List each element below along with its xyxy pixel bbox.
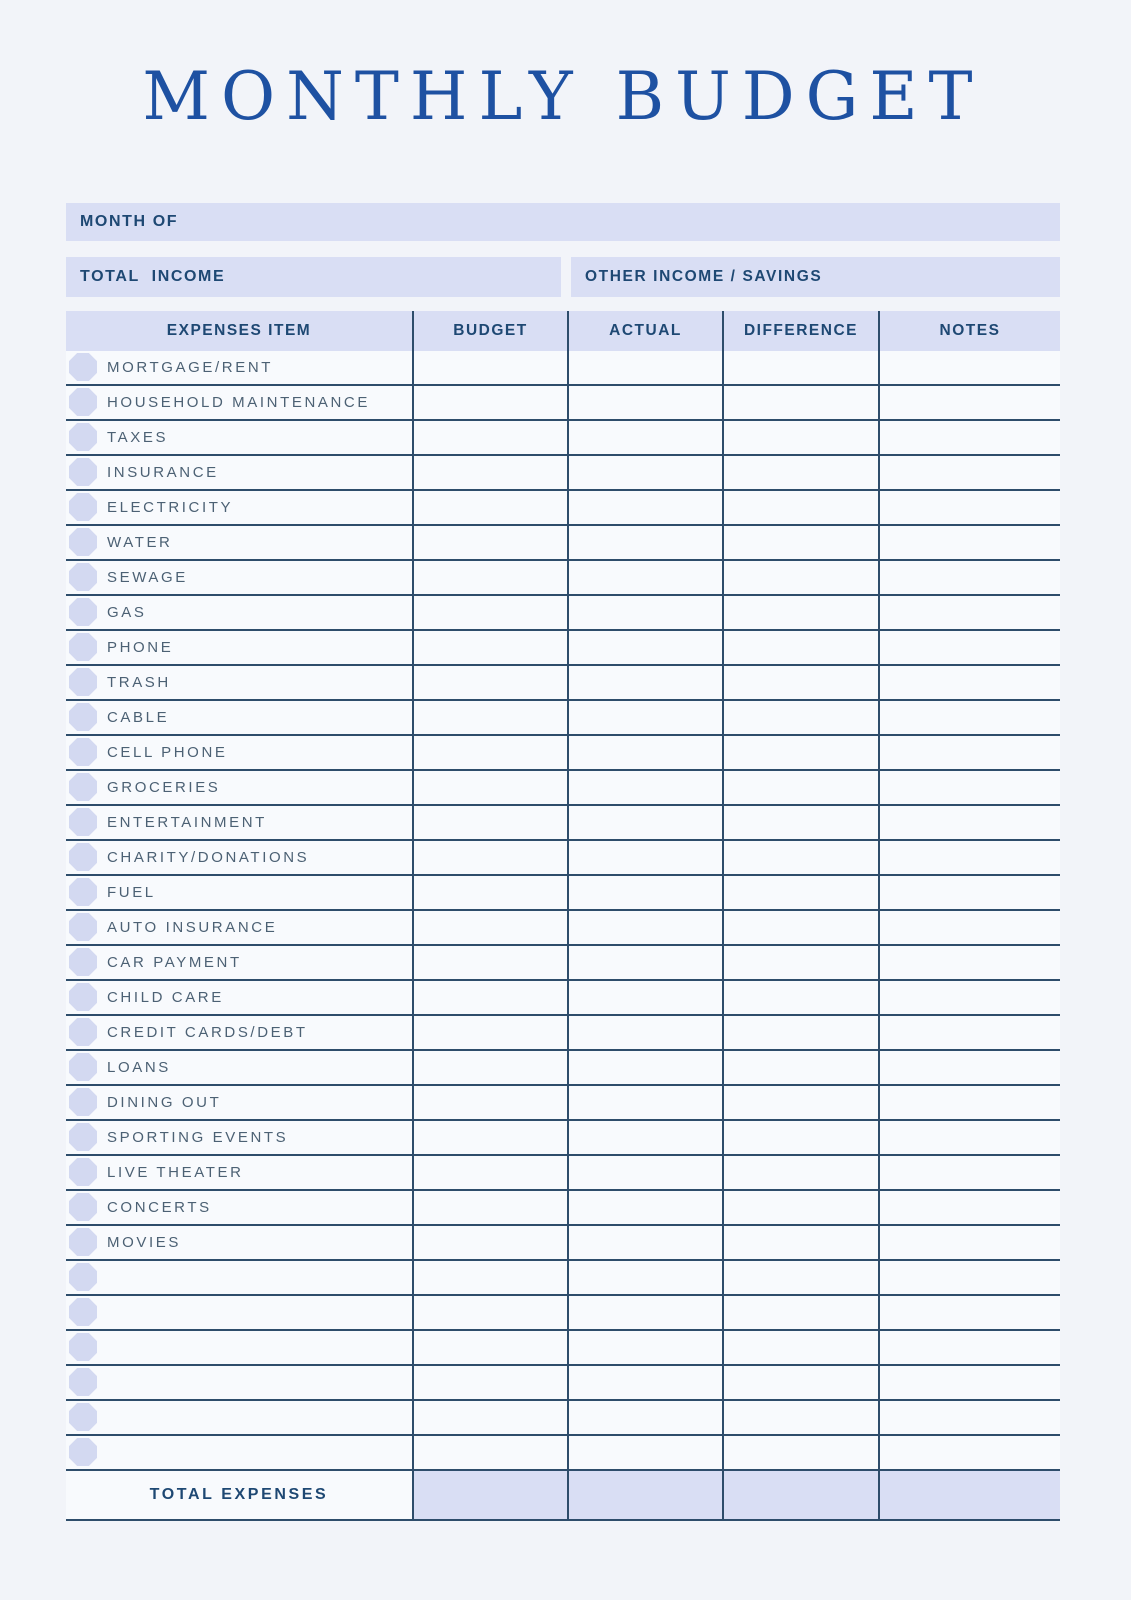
difference-cell bbox=[722, 526, 878, 559]
notes-cell bbox=[878, 561, 1060, 594]
difference-cell bbox=[722, 911, 878, 944]
actual-cell bbox=[567, 1086, 722, 1119]
actual-cell bbox=[567, 876, 722, 909]
expense-item-label: CABLE bbox=[107, 708, 170, 726]
expense-item-label: GROCERIES bbox=[107, 778, 221, 796]
octagon-bullet-icon bbox=[69, 633, 97, 661]
octagon-bullet-icon bbox=[69, 1438, 97, 1466]
notes-cell bbox=[878, 981, 1060, 1014]
expense-item-label: INSURANCE bbox=[107, 463, 219, 481]
expense-row bbox=[66, 1051, 1060, 1086]
expense-row bbox=[66, 666, 1060, 701]
difference-cell bbox=[722, 386, 878, 419]
octagon-bullet-icon bbox=[69, 703, 97, 731]
difference-cell bbox=[722, 421, 878, 454]
budget-cell bbox=[412, 666, 567, 699]
budget-cell bbox=[412, 946, 567, 979]
expense-item-label: CELL PHONE bbox=[107, 743, 228, 761]
notes-cell bbox=[878, 666, 1060, 699]
expense-item-cell bbox=[66, 1261, 412, 1294]
octagon-bullet-icon bbox=[69, 983, 97, 1011]
table-header-row bbox=[66, 311, 1060, 351]
expense-row bbox=[66, 1226, 1060, 1261]
notes-cell bbox=[878, 1366, 1060, 1399]
notes-cell bbox=[878, 1296, 1060, 1329]
expense-item-label: GAS bbox=[107, 603, 147, 621]
difference-cell bbox=[722, 736, 878, 769]
actual-cell bbox=[567, 351, 722, 384]
expense-item-cell bbox=[66, 491, 412, 524]
budget-cell bbox=[412, 596, 567, 629]
page-title: MONTHLY BUDGET bbox=[142, 58, 984, 135]
notes-cell bbox=[878, 526, 1060, 559]
expense-item-label: DINING OUT bbox=[107, 1093, 222, 1111]
expense-item-cell bbox=[66, 1331, 412, 1364]
expense-item-cell bbox=[66, 666, 412, 699]
expense-row bbox=[66, 841, 1060, 876]
actual-cell bbox=[567, 631, 722, 664]
expense-item-cell bbox=[66, 1366, 412, 1399]
difference-cell bbox=[722, 1226, 878, 1259]
octagon-bullet-icon bbox=[69, 563, 97, 591]
header-difference: DIFFERENCE bbox=[722, 311, 878, 351]
expense-rows bbox=[66, 351, 1060, 1471]
difference-cell bbox=[722, 666, 878, 699]
octagon-bullet-icon bbox=[69, 388, 97, 416]
actual-cell bbox=[567, 911, 722, 944]
actual-cell bbox=[567, 386, 722, 419]
expense-item-cell bbox=[66, 806, 412, 839]
difference-cell bbox=[722, 1191, 878, 1224]
difference-cell bbox=[722, 456, 878, 489]
octagon-bullet-icon bbox=[69, 1053, 97, 1081]
other-income-label: OTHER INCOME / SAVINGS bbox=[585, 267, 823, 285]
octagon-bullet-icon bbox=[69, 1263, 97, 1291]
notes-cell bbox=[878, 736, 1060, 769]
expense-item-cell bbox=[66, 351, 412, 384]
expense-row bbox=[66, 1016, 1060, 1051]
budget-cell bbox=[412, 736, 567, 769]
difference-cell bbox=[722, 1086, 878, 1119]
actual-cell bbox=[567, 666, 722, 699]
budget-cell bbox=[412, 1436, 567, 1469]
expenses-table bbox=[66, 311, 1060, 1521]
actual-cell bbox=[567, 806, 722, 839]
budget-cell bbox=[412, 526, 567, 559]
notes-cell bbox=[878, 421, 1060, 454]
expense-item-label: SEWAGE bbox=[107, 568, 188, 586]
notes-cell bbox=[878, 1226, 1060, 1259]
expense-item-cell bbox=[66, 771, 412, 804]
difference-cell bbox=[722, 631, 878, 664]
budget-cell bbox=[412, 1016, 567, 1049]
expense-item-cell bbox=[66, 1436, 412, 1469]
notes-cell bbox=[878, 456, 1060, 489]
actual-cell bbox=[567, 841, 722, 874]
expense-row bbox=[66, 701, 1060, 736]
budget-cell bbox=[412, 981, 567, 1014]
octagon-bullet-icon bbox=[69, 913, 97, 941]
budget-cell bbox=[412, 1191, 567, 1224]
expense-item-label: CHILD CARE bbox=[107, 988, 224, 1006]
notes-cell bbox=[878, 1401, 1060, 1434]
actual-cell bbox=[567, 701, 722, 734]
budget-cell bbox=[412, 1086, 567, 1119]
octagon-bullet-icon bbox=[69, 598, 97, 626]
expense-row bbox=[66, 1261, 1060, 1296]
expense-item-cell bbox=[66, 946, 412, 979]
expense-row bbox=[66, 911, 1060, 946]
octagon-bullet-icon bbox=[69, 1158, 97, 1186]
difference-cell bbox=[722, 351, 878, 384]
month-of-label: MONTH OF bbox=[80, 212, 179, 230]
expense-item-label: ELECTRICITY bbox=[107, 498, 234, 516]
total-expenses-label-cell bbox=[66, 1471, 412, 1519]
difference-cell bbox=[722, 1296, 878, 1329]
difference-cell bbox=[722, 876, 878, 909]
notes-cell bbox=[878, 491, 1060, 524]
difference-cell bbox=[722, 1156, 878, 1189]
difference-cell bbox=[722, 491, 878, 524]
difference-cell bbox=[722, 981, 878, 1014]
expense-item-cell bbox=[66, 1296, 412, 1329]
actual-cell bbox=[567, 561, 722, 594]
expense-row bbox=[66, 631, 1060, 666]
expense-item-cell bbox=[66, 386, 412, 419]
budget-cell bbox=[412, 806, 567, 839]
notes-cell bbox=[878, 1261, 1060, 1294]
expense-item-cell bbox=[66, 1226, 412, 1259]
expense-item-cell bbox=[66, 1086, 412, 1119]
notes-cell bbox=[878, 351, 1060, 384]
octagon-bullet-icon bbox=[69, 493, 97, 521]
budget-cell bbox=[412, 1366, 567, 1399]
other-income-bar bbox=[571, 257, 1060, 297]
budget-cell bbox=[412, 386, 567, 419]
octagon-bullet-icon bbox=[69, 1228, 97, 1256]
actual-cell bbox=[567, 1401, 722, 1434]
expense-item-cell bbox=[66, 631, 412, 664]
expense-row bbox=[66, 596, 1060, 631]
expense-item-label: LIVE THEATER bbox=[107, 1163, 244, 1181]
difference-cell bbox=[722, 1121, 878, 1154]
actual-cell bbox=[567, 1051, 722, 1084]
expense-row bbox=[66, 351, 1060, 386]
expense-row bbox=[66, 456, 1060, 491]
octagon-bullet-icon bbox=[69, 1333, 97, 1361]
header-expenses-item: EXPENSES ITEM bbox=[166, 321, 312, 339]
difference-cell bbox=[722, 596, 878, 629]
expense-row bbox=[66, 1121, 1060, 1156]
expense-item-cell bbox=[66, 701, 412, 734]
expense-row bbox=[66, 806, 1060, 841]
actual-cell bbox=[567, 491, 722, 524]
expense-item-label: ENTERTAINMENT bbox=[107, 813, 267, 831]
expense-row bbox=[66, 491, 1060, 526]
expense-item-label: MOVIES bbox=[107, 1233, 181, 1251]
octagon-bullet-icon bbox=[69, 1368, 97, 1396]
actual-cell bbox=[567, 1366, 722, 1399]
total-difference-cell bbox=[722, 1471, 878, 1519]
octagon-bullet-icon bbox=[69, 1088, 97, 1116]
notes-cell bbox=[878, 386, 1060, 419]
notes-cell bbox=[878, 876, 1060, 909]
budget-cell bbox=[412, 701, 567, 734]
octagon-bullet-icon bbox=[69, 1018, 97, 1046]
octagon-bullet-icon bbox=[69, 423, 97, 451]
octagon-bullet-icon bbox=[69, 878, 97, 906]
expense-item-cell bbox=[66, 1156, 412, 1189]
actual-cell bbox=[567, 771, 722, 804]
expense-item-label: FUEL bbox=[107, 883, 156, 901]
difference-cell bbox=[722, 1331, 878, 1364]
expense-row bbox=[66, 1156, 1060, 1191]
expense-item-cell bbox=[66, 876, 412, 909]
notes-cell bbox=[878, 1191, 1060, 1224]
expense-row bbox=[66, 946, 1060, 981]
notes-cell bbox=[878, 1121, 1060, 1154]
octagon-bullet-icon bbox=[69, 458, 97, 486]
expense-item-cell bbox=[66, 561, 412, 594]
budget-cell bbox=[412, 1401, 567, 1434]
notes-cell bbox=[878, 841, 1060, 874]
notes-cell bbox=[878, 806, 1060, 839]
budget-cell bbox=[412, 911, 567, 944]
actual-cell bbox=[567, 596, 722, 629]
expense-item-label: LOANS bbox=[107, 1058, 171, 1076]
budget-cell bbox=[412, 1261, 567, 1294]
difference-cell bbox=[722, 1401, 878, 1434]
budget-cell bbox=[412, 771, 567, 804]
expense-item-cell bbox=[66, 1191, 412, 1224]
octagon-bullet-icon bbox=[69, 353, 97, 381]
expense-item-label: PHONE bbox=[107, 638, 174, 656]
expense-row bbox=[66, 1296, 1060, 1331]
actual-cell bbox=[567, 1226, 722, 1259]
octagon-bullet-icon bbox=[69, 528, 97, 556]
header-notes: NOTES bbox=[878, 311, 1060, 351]
budget-cell bbox=[412, 351, 567, 384]
total-actual-cell bbox=[567, 1471, 722, 1519]
octagon-bullet-icon bbox=[69, 843, 97, 871]
expense-row bbox=[66, 1191, 1060, 1226]
expense-item-label: CONCERTS bbox=[107, 1198, 212, 1216]
expense-row bbox=[66, 1366, 1060, 1401]
octagon-bullet-icon bbox=[69, 1403, 97, 1431]
budget-cell bbox=[412, 456, 567, 489]
difference-cell bbox=[722, 1261, 878, 1294]
notes-cell bbox=[878, 596, 1060, 629]
notes-cell bbox=[878, 771, 1060, 804]
difference-cell bbox=[722, 701, 878, 734]
budget-cell bbox=[412, 1051, 567, 1084]
expense-row bbox=[66, 876, 1060, 911]
total-income-bar bbox=[66, 257, 561, 297]
header-budget: BUDGET bbox=[412, 311, 567, 351]
expense-item-label: HOUSEHOLD MAINTENANCE bbox=[107, 393, 370, 411]
expense-row bbox=[66, 981, 1060, 1016]
budget-cell bbox=[412, 876, 567, 909]
budget-cell bbox=[412, 631, 567, 664]
expense-row bbox=[66, 1436, 1060, 1471]
actual-cell bbox=[567, 526, 722, 559]
budget-cell bbox=[412, 491, 567, 524]
expense-row bbox=[66, 1331, 1060, 1366]
expense-item-cell bbox=[66, 911, 412, 944]
budget-cell bbox=[412, 561, 567, 594]
actual-cell bbox=[567, 1156, 722, 1189]
expense-row bbox=[66, 771, 1060, 806]
actual-cell bbox=[567, 1331, 722, 1364]
actual-cell bbox=[567, 1191, 722, 1224]
actual-cell bbox=[567, 1296, 722, 1329]
expense-row bbox=[66, 736, 1060, 771]
expense-item-label: MORTGAGE/RENT bbox=[107, 358, 274, 376]
notes-cell bbox=[878, 1051, 1060, 1084]
expense-item-cell bbox=[66, 841, 412, 874]
budget-cell bbox=[412, 1156, 567, 1189]
budget-cell bbox=[412, 1331, 567, 1364]
expense-item-cell bbox=[66, 1401, 412, 1434]
budget-cell bbox=[412, 1226, 567, 1259]
notes-cell bbox=[878, 1016, 1060, 1049]
difference-cell bbox=[722, 1016, 878, 1049]
actual-cell bbox=[567, 946, 722, 979]
budget-cell bbox=[412, 421, 567, 454]
octagon-bullet-icon bbox=[69, 948, 97, 976]
expense-item-label: TAXES bbox=[107, 428, 169, 446]
notes-cell bbox=[878, 631, 1060, 664]
total-notes-cell bbox=[878, 1471, 1060, 1519]
expense-item-cell bbox=[66, 596, 412, 629]
notes-cell bbox=[878, 1436, 1060, 1469]
total-expenses-label: TOTAL EXPENSES bbox=[149, 1485, 329, 1503]
difference-cell bbox=[722, 1051, 878, 1084]
expense-item-cell bbox=[66, 421, 412, 454]
octagon-bullet-icon bbox=[69, 773, 97, 801]
expense-item-label: CHARITY/DONATIONS bbox=[107, 848, 310, 866]
expense-item-cell bbox=[66, 1051, 412, 1084]
expense-row bbox=[66, 526, 1060, 561]
expense-item-label: CREDIT CARDS/DEBT bbox=[107, 1023, 308, 1041]
expense-item-label: TRASH bbox=[107, 673, 171, 691]
expense-row bbox=[66, 421, 1060, 456]
actual-cell bbox=[567, 1261, 722, 1294]
expense-item-cell bbox=[66, 981, 412, 1014]
actual-cell bbox=[567, 421, 722, 454]
octagon-bullet-icon bbox=[69, 808, 97, 836]
notes-cell bbox=[878, 701, 1060, 734]
expense-item-label: CAR PAYMENT bbox=[107, 953, 242, 971]
budget-cell bbox=[412, 841, 567, 874]
expense-item-cell bbox=[66, 456, 412, 489]
budget-cell bbox=[412, 1296, 567, 1329]
actual-cell bbox=[567, 981, 722, 1014]
octagon-bullet-icon bbox=[69, 738, 97, 766]
octagon-bullet-icon bbox=[69, 1123, 97, 1151]
difference-cell bbox=[722, 841, 878, 874]
notes-cell bbox=[878, 911, 1060, 944]
actual-cell bbox=[567, 1121, 722, 1154]
difference-cell bbox=[722, 1366, 878, 1399]
budget-cell bbox=[412, 1121, 567, 1154]
expense-row bbox=[66, 386, 1060, 421]
expense-item-cell bbox=[66, 1016, 412, 1049]
expense-row bbox=[66, 1086, 1060, 1121]
actual-cell bbox=[567, 456, 722, 489]
expense-item-cell bbox=[66, 526, 412, 559]
page-content bbox=[66, 0, 1060, 1521]
expense-item-label: SPORTING EVENTS bbox=[107, 1128, 289, 1146]
expense-row bbox=[66, 561, 1060, 596]
month-of-bar bbox=[66, 203, 1060, 241]
notes-cell bbox=[878, 1331, 1060, 1364]
total-income-label: TOTAL INCOME bbox=[80, 267, 226, 285]
expense-item-cell bbox=[66, 736, 412, 769]
difference-cell bbox=[722, 561, 878, 594]
octagon-bullet-icon bbox=[69, 1298, 97, 1326]
expense-item-label: WATER bbox=[107, 533, 173, 551]
octagon-bullet-icon bbox=[69, 668, 97, 696]
expense-item-cell bbox=[66, 1121, 412, 1154]
octagon-bullet-icon bbox=[69, 1193, 97, 1221]
expense-row bbox=[66, 1401, 1060, 1436]
difference-cell bbox=[722, 1436, 878, 1469]
total-expenses-row bbox=[66, 1471, 1060, 1521]
difference-cell bbox=[722, 806, 878, 839]
notes-cell bbox=[878, 1086, 1060, 1119]
actual-cell bbox=[567, 736, 722, 769]
notes-cell bbox=[878, 946, 1060, 979]
income-bars bbox=[66, 257, 1060, 297]
expense-item-label: AUTO INSURANCE bbox=[107, 918, 278, 936]
actual-cell bbox=[567, 1436, 722, 1469]
notes-cell bbox=[878, 1156, 1060, 1189]
header-actual: ACTUAL bbox=[567, 311, 722, 351]
total-budget-cell bbox=[412, 1471, 567, 1519]
actual-cell bbox=[567, 1016, 722, 1049]
difference-cell bbox=[722, 771, 878, 804]
difference-cell bbox=[722, 946, 878, 979]
